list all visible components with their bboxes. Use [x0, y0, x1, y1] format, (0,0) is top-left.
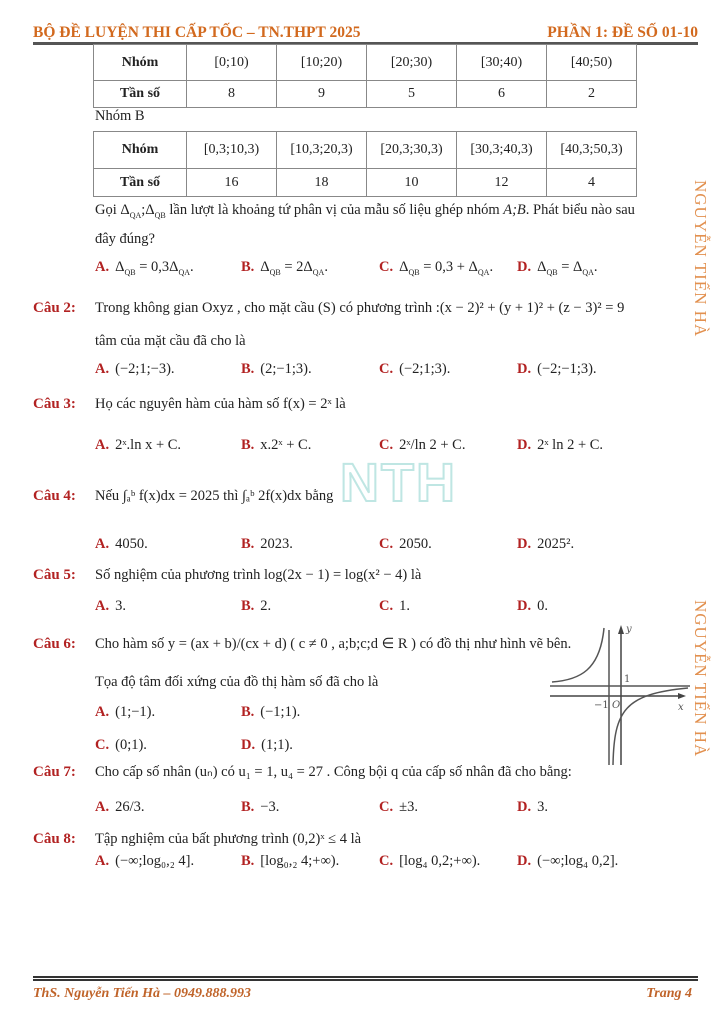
table-header: Tần số	[94, 81, 187, 108]
q8-label: Câu 8:	[33, 831, 76, 847]
option-letter: A.	[95, 598, 110, 614]
x-label: x	[678, 702, 684, 713]
footer-author: ThS. Nguyễn Tiến Hà – 0949.888.993	[33, 986, 252, 1001]
table-cell: [30;40)	[457, 45, 547, 81]
q6-option-a[interactable]	[95, 704, 155, 721]
option-text: (−∞;log₄ 0,2].	[537, 853, 619, 869]
q4-option-b[interactable]	[241, 536, 293, 553]
q7-option-d[interactable]	[517, 799, 548, 816]
option-text: 2ˣ ln 2 + C.	[537, 437, 604, 453]
y-tick-label: 1	[624, 674, 631, 685]
table-row	[94, 45, 637, 81]
option-letter: B.	[241, 536, 255, 552]
option-letter: D.	[517, 536, 532, 552]
q7-text: Cho cấp số nhân (uₙ) có u₁ = 1, u₄ = 27 . Công bội q của cấp số nhân đã cho bằng:	[95, 764, 572, 780]
table-group-a	[93, 44, 637, 108]
table-cell: 4	[547, 169, 637, 197]
q8-option-b[interactable]	[241, 853, 339, 870]
table-cell: [30,3;40,3)	[457, 132, 547, 169]
table-header: Nhóm	[94, 45, 187, 81]
function-graph	[550, 620, 690, 765]
x-tick-label: −1	[594, 700, 609, 711]
q8-text: Tập nghiệm của bất phương trình (0,2)ˣ ≤ 4 là	[95, 831, 362, 847]
table-header: Tần số	[94, 169, 187, 197]
q2-option-a[interactable]	[95, 361, 175, 378]
option-letter: D.	[241, 737, 256, 753]
q1-option-b[interactable]: B. $\Delta_{QB} = 2\Delta_{QA}$.	[241, 259, 328, 277]
option-text: (1;−1).	[115, 704, 156, 720]
option-text: 2023.	[260, 536, 293, 552]
option-letter: D.	[517, 437, 532, 453]
q2-option-b[interactable]	[241, 361, 312, 378]
table-cell: 16	[187, 169, 277, 197]
table-cell: [0;10)	[187, 45, 277, 81]
option-letter: A.	[95, 536, 110, 552]
option-letter: A.	[95, 704, 110, 720]
q3-label: Câu 3:	[33, 396, 76, 412]
q4-label: Câu 4:	[33, 488, 76, 504]
q3-option-d[interactable]	[517, 437, 603, 454]
q4-option-c[interactable]	[379, 536, 432, 553]
option-letter: C.	[95, 737, 110, 753]
option-letter: D.	[517, 361, 532, 377]
option-text: 2ˣ/ln 2 + C.	[399, 437, 466, 453]
q1-option-d[interactable]: D. $\Delta_{QB} = \Delta_{QA}$.	[517, 259, 598, 277]
q4-text: Nếu ∫ₐᵇ f(x)dx = 2025 thì ∫ₐᵇ 2f(x)dx bằng	[95, 488, 334, 504]
option-text: (0;1).	[115, 737, 147, 753]
q1-option-a[interactable]: A. $\Delta_{QB} = 0,3\Delta_{QA}$.	[95, 259, 194, 277]
table-row	[94, 169, 637, 197]
q1-option-c[interactable]: C. $\Delta_{QB} = 0,3 + \Delta_{QA}$.	[379, 259, 494, 277]
q4-option-d[interactable]	[517, 536, 574, 553]
table-cell: 5	[367, 81, 457, 108]
footer-page: Trang 4	[646, 986, 692, 1001]
option-text: 26/3.	[115, 799, 145, 815]
q3-option-b[interactable]	[241, 437, 311, 454]
table-cell: [40;50)	[547, 45, 637, 81]
q2-text-2: tâm của mặt cầu đã cho là	[95, 333, 246, 349]
option-letter: C.	[379, 361, 394, 377]
q5-option-d[interactable]	[517, 598, 548, 615]
q7-label: Câu 7:	[33, 764, 76, 780]
option-letter: A.	[95, 799, 110, 815]
table-cell: 2	[547, 81, 637, 108]
option-letter: A.	[95, 437, 110, 453]
option-letter: B.	[241, 853, 255, 869]
q7-option-b[interactable]	[241, 799, 279, 816]
q6-text: Cho hàm số y = (ax + b)/(cx + d) ( c ≠ 0 , a;b;c;d ∈ R ) có đồ thị như hình vẽ bên.	[95, 636, 572, 652]
q2-option-c[interactable]	[379, 361, 450, 378]
table-row	[94, 81, 637, 108]
option-letter: C.	[379, 437, 394, 453]
option-text: 3.	[537, 799, 548, 815]
table-cell: [20;30)	[367, 45, 457, 81]
q6-option-c[interactable]	[95, 737, 147, 754]
table-cell: [20,3;30,3)	[367, 132, 457, 169]
option-text: 2ˣ.ln x + C.	[115, 437, 182, 453]
q5-option-a[interactable]	[95, 598, 126, 615]
table-group-b	[93, 131, 637, 197]
option-letter: D.	[517, 598, 532, 614]
graph-right-branch	[613, 688, 688, 765]
option-text: 2050.	[399, 536, 432, 552]
footer-divider	[33, 979, 698, 981]
option-letter: D.	[517, 853, 532, 869]
option-text: 0.	[537, 598, 548, 614]
option-text: x.2ˣ + C.	[260, 437, 312, 453]
q6-label: Câu 6:	[33, 636, 76, 652]
side-watermark: NGUYỄN TIẾN HÀ	[691, 600, 710, 758]
q1-text-2: đây đúng?	[95, 231, 155, 247]
graph-left-branch	[552, 628, 604, 682]
option-text: (−2;1;3).	[399, 361, 451, 377]
option-letter: A.	[95, 853, 110, 869]
option-text: (1;1).	[261, 737, 293, 753]
q3-text: Họ các nguyên hàm của hàm số f(x) = 2ˣ là	[95, 396, 346, 412]
option-text: −3.	[260, 799, 280, 815]
option-letter: A.	[95, 361, 110, 377]
table-cell: 18	[277, 169, 367, 197]
option-text: 2.	[260, 598, 272, 614]
option-text: (−1;1).	[260, 704, 301, 720]
q7-option-c[interactable]	[379, 799, 418, 816]
option-letter: B.	[241, 799, 255, 815]
nth-logo-watermark: NTH	[340, 453, 457, 513]
option-letter: B.	[241, 704, 255, 720]
y-axis-arrow-icon	[618, 625, 624, 634]
option-text: (−∞;log₀,₂ 4].	[115, 853, 195, 869]
q8-option-a[interactable]	[95, 853, 194, 870]
q2-label: Câu 2:	[33, 300, 76, 316]
header-title: BỘ ĐỀ LUYỆN THI CẤP TỐC – TN.THPT 2025	[33, 24, 361, 41]
q4-option-a[interactable]	[95, 536, 148, 553]
table-cell: 6	[457, 81, 547, 108]
option-letter: C.	[379, 536, 394, 552]
option-text: 1.	[399, 598, 410, 614]
q5-label: Câu 5:	[33, 567, 76, 583]
q5-option-c[interactable]	[379, 598, 410, 615]
table-cell: 10	[367, 169, 457, 197]
table-b-label: Nhóm B	[95, 108, 145, 124]
q8-option-c[interactable]	[379, 853, 480, 870]
option-text: [log₀,₂ 4;+∞).	[260, 853, 340, 869]
q5-option-b[interactable]	[241, 598, 271, 615]
option-text: [log₄ 0,2;+∞).	[399, 853, 481, 869]
q8-option-d[interactable]	[517, 853, 618, 870]
option-text: 4050.	[115, 536, 148, 552]
table-cell: [10,3;20,3)	[277, 132, 367, 169]
table-cell: 12	[457, 169, 547, 197]
q2-option-d[interactable]	[517, 361, 597, 378]
option-text: 3.	[115, 598, 126, 614]
option-letter: C.	[379, 853, 394, 869]
option-letter: C.	[379, 799, 394, 815]
side-watermark: NGUYỄN TIẾN HÀ	[691, 180, 710, 338]
option-letter: B.	[241, 437, 255, 453]
q2-text: Trong không gian Oxyz , cho mặt cầu (S) có phương trình :(x − 2)² + (y + 1)² + (z − 3)² = 9	[95, 300, 625, 316]
table-cell: 8	[187, 81, 277, 108]
option-letter: B.	[241, 598, 255, 614]
x-axis-arrow-icon	[678, 693, 686, 699]
option-text: (2;−1;3).	[260, 361, 312, 377]
table-cell: 9	[277, 81, 367, 108]
q5-text: Số nghiệm của phương trình log(2x − 1) = log(x² − 4) là	[95, 567, 422, 583]
q3-option-a[interactable]	[95, 437, 181, 454]
q6-text-2: Tọa độ tâm đối xứng của đồ thị hàm số đã cho là	[95, 674, 379, 690]
table-cell: [10;20)	[277, 45, 367, 81]
q6-option-b[interactable]	[241, 704, 300, 721]
origin-label: O	[612, 700, 621, 711]
q6-option-d[interactable]	[241, 737, 293, 754]
option-letter: D.	[517, 799, 532, 815]
option-text: (−2;−1;3).	[537, 361, 597, 377]
header-section: PHẦN 1: ĐỀ SỐ 01-10	[547, 24, 698, 41]
option-letter: C.	[379, 598, 394, 614]
footer-divider	[33, 976, 698, 978]
table-row	[94, 132, 637, 169]
option-letter: B.	[241, 361, 255, 377]
option-text: (−2;1;−3).	[115, 361, 175, 377]
option-text: 2025².	[537, 536, 575, 552]
y-label: y	[626, 624, 632, 635]
option-text: ±3.	[399, 799, 418, 815]
table-cell: [0,3;10,3)	[187, 132, 277, 169]
table-cell: [40,3;50,3)	[547, 132, 637, 169]
table-header: Nhóm	[94, 132, 187, 169]
q1-text: Gọi $\Delta_{QA};\Delta_{QB}$ lần lượt là khoảng tứ phân vị của mẫu số liệu ghép nhóm A;B. Phát biểu nào sau	[95, 202, 635, 220]
q7-option-a[interactable]	[95, 799, 145, 816]
